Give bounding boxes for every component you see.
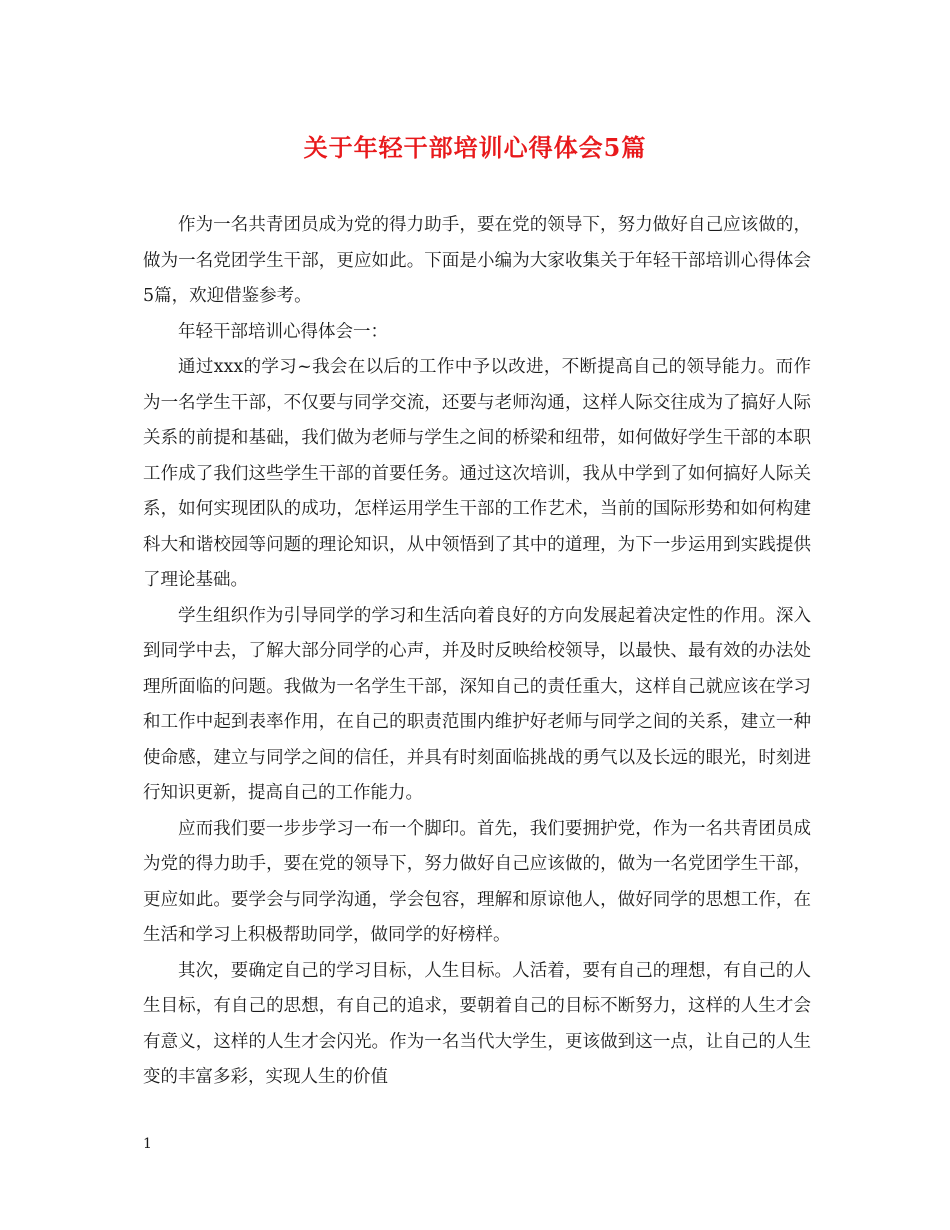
page-number: 1 (143, 1136, 152, 1152)
paragraph-body-1: 通过xxx的学习~我会在以后的工作中予以改进，不断提高自己的领导能力。而作为一名学生干部，不仅要与同学交流，还要与老师沟通，这样人际交往成为了搞好人际关系的前提和基础，我们做为老师与学生之间的桥梁和纽带，如何做好学生干部的本职工作成了我们这些学生干部的首要任务。通过这次培训，我从中学到了如何搞好人际关系，如何实现团队的成功，怎样运用学生干部的工作艺术，当前的国际形势和如何构建科大和谐校园等问题的理论知识，从中领悟到了其中的道理，为下一步运用到实践提供了理论基础。 (143, 357, 811, 590)
paragraph-section-heading: 年轻干部培训心得体会一： (178, 321, 388, 342)
paragraph-intro: 作为一名共青团员成为党的得力助手，要在党的领导下，努力做好自己应该做的，做为一名党团学生干部，更应如此。下面是小编为大家收集关于年轻干部培训心得体会5篇，欢迎借鉴参考。 (143, 215, 811, 306)
paragraph-body-4: 其次，要确定自己的学习目标，人生目标。人活着，要有自己的理想，有自己的人生目标，有自己的思想，有自己的追求，要朝着自己的目标不断努力，这样的人生才会有意义，这样的人生才会闪光。作为一名当代大学生，更该做到这一点，让自己的人生变的丰富多彩，实现人生的价值 (143, 960, 811, 1087)
paragraph-body-2: 学生组织作为引导同学的学习和生活向着良好的方向发展起着决定性的作用。深入到同学中去，了解大部分同学的心声，并及时反映给校领导，以最快、最有效的办法处理所面临的问题。我做为一名学生干部，深知自己的责任重大，这样自己就应该在学习和工作中起到表率作用，在自己的职责范围内维护好老师与同学之间的关系，建立一种使命感，建立与同学之间的信任，并具有时刻面临挑战的勇气以及长远的眼光，时刻进行知识更新，提高自己的工作能力。 (143, 605, 811, 803)
document-body (143, 208, 811, 1096)
paragraph-body-3: 应而我们要一步步学习一布一个脚印。首先，我们要拥护党，作为一名共青团员成为党的得力助手，要在党的领导下，努力做好自己应该做的，做为一名党团学生干部，更应如此。要学会与同学沟通，学会包容，理解和原谅他人，做好同学的思想工作，在生活和学习上积极帮助同学，做同学的好榜样。 (143, 818, 811, 945)
document-title: 关于年轻干部培训心得体会5篇 (303, 133, 647, 162)
